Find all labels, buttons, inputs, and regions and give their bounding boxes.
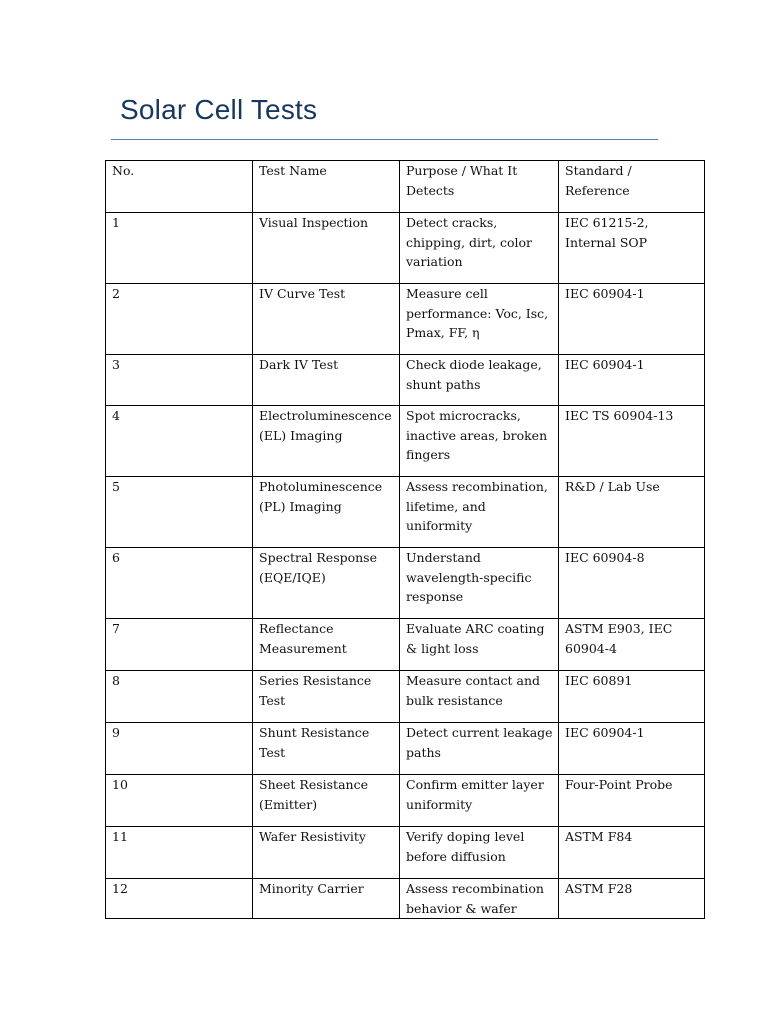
cell-standard: IEC 60904-1: [559, 355, 705, 406]
cell-no: 2: [106, 284, 253, 355]
header-no: No.: [106, 161, 253, 213]
table-row: [106, 827, 705, 879]
cell-no: 3: [106, 355, 253, 406]
header-test-name: Test Name: [253, 161, 400, 213]
table-row: [106, 671, 705, 723]
tests-table: [105, 160, 705, 919]
cell-no: 8: [106, 671, 253, 723]
cell-no: 12: [106, 879, 253, 919]
cell-purpose: Verify doping level before diffusion: [400, 827, 559, 879]
cell-purpose: Check diode leakage, shunt paths: [400, 355, 559, 406]
cell-standard: IEC 60904-1: [559, 284, 705, 355]
table-row: [106, 284, 705, 355]
cell-standard: ASTM F84: [559, 827, 705, 879]
cell-no: 1: [106, 213, 253, 284]
cell-test-name: Sheet Resistance (Emitter): [253, 775, 400, 827]
cell-standard: R&D / Lab Use: [559, 477, 705, 548]
cell-standard: ASTM F28: [559, 879, 705, 919]
cell-purpose: Assess recombination, lifetime, and uniformity: [400, 477, 559, 548]
cell-standard: IEC TS 60904-13: [559, 406, 705, 477]
cell-test-name: Reflectance Measurement: [253, 619, 400, 671]
table-row: [106, 775, 705, 827]
table-row: [106, 355, 705, 406]
cell-test-name: Photoluminescence (PL) Imaging: [253, 477, 400, 548]
table-header-row: [106, 161, 705, 213]
page-title: Solar Cell Tests: [120, 94, 318, 125]
cell-purpose: Measure cell performance: Voc, Isc, Pmax, FF, η: [400, 284, 559, 355]
cell-test-name: Shunt Resistance Test: [253, 723, 400, 775]
table-row: [106, 723, 705, 775]
cell-test-name: Visual Inspection: [253, 213, 400, 284]
cell-purpose: Assess recombination behavior & wafer: [400, 879, 559, 919]
cell-no: 7: [106, 619, 253, 671]
table-row: [106, 879, 705, 919]
cell-test-name: Minority Carrier: [253, 879, 400, 919]
cell-purpose: Detect current leakage paths: [400, 723, 559, 775]
cell-test-name: Wafer Resistivity: [253, 827, 400, 879]
cell-standard: IEC 60904-1: [559, 723, 705, 775]
cell-test-name: Electroluminescence (EL) Imaging: [253, 406, 400, 477]
cell-test-name: Series Resistance Test: [253, 671, 400, 723]
cell-purpose: Confirm emitter layer uniformity: [400, 775, 559, 827]
cell-no: 4: [106, 406, 253, 477]
cell-test-name: IV Curve Test: [253, 284, 400, 355]
cell-test-name: Dark IV Test: [253, 355, 400, 406]
cell-no: 9: [106, 723, 253, 775]
table-row: [106, 548, 705, 619]
table-row: [106, 619, 705, 671]
header-purpose: Purpose / What It Detects: [400, 161, 559, 213]
cell-purpose: Spot microcracks, inactive areas, broken fingers: [400, 406, 559, 477]
table-row: [106, 477, 705, 548]
cell-purpose: Detect cracks, chipping, dirt, color variation: [400, 213, 559, 284]
cell-no: 10: [106, 775, 253, 827]
cell-standard: IEC 61215-2, Internal SOP: [559, 213, 705, 284]
cell-purpose: Understand wavelength-specific response: [400, 548, 559, 619]
cell-purpose: Measure contact and bulk resistance: [400, 671, 559, 723]
table-row: [106, 213, 705, 284]
cell-test-name: Spectral Response (EQE/IQE): [253, 548, 400, 619]
header-standard: Standard / Reference: [559, 161, 705, 213]
cell-standard: IEC 60891: [559, 671, 705, 723]
table-row: [106, 406, 705, 477]
cell-standard: Four-Point Probe: [559, 775, 705, 827]
title-underline: [111, 139, 658, 140]
cell-standard: ASTM E903, IEC 60904-4: [559, 619, 705, 671]
cell-no: 6: [106, 548, 253, 619]
cell-no: 11: [106, 827, 253, 879]
cell-no: 5: [106, 477, 253, 548]
cell-purpose: Evaluate ARC coating & light loss: [400, 619, 559, 671]
cell-standard: IEC 60904-8: [559, 548, 705, 619]
